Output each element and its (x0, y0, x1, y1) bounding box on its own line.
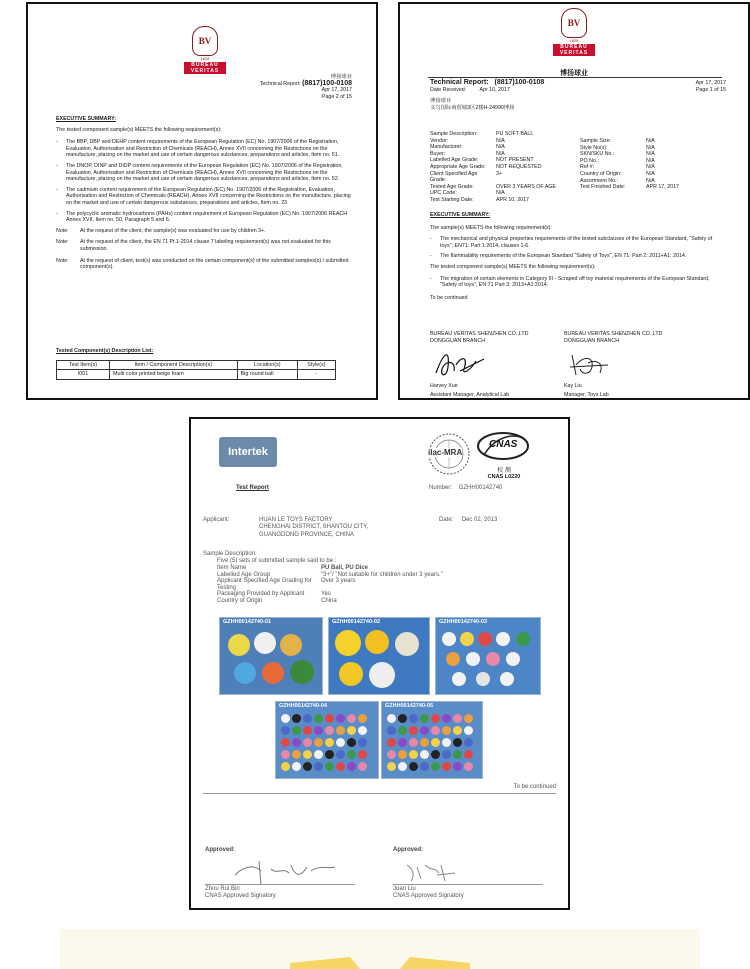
list-item (430, 236, 726, 249)
report-number: GZHH00142740 (458, 485, 503, 491)
bv-year: 1828 (200, 56, 210, 61)
ball-mark (314, 726, 323, 735)
ball-mark (314, 762, 323, 771)
summary-section (430, 212, 726, 301)
ball-mark (453, 714, 462, 723)
ball-mark (387, 714, 396, 723)
ball-mark (336, 726, 345, 735)
ball-mark (409, 762, 418, 771)
field-row (430, 190, 578, 197)
report-page-intertek (189, 417, 570, 910)
ball-mark (420, 762, 429, 771)
field-row (217, 578, 517, 591)
ball-mark (431, 726, 440, 735)
table-header: Test Item(s) (57, 360, 110, 370)
ball-mark (464, 738, 473, 747)
field-value: NOT REQUESTED (496, 163, 542, 170)
report-date: Apr 17, 2017 (695, 80, 726, 86)
bullet-text: The mechanical and physical properties requirements of the tested subclauses of the European Standard, "Safety of toys", EN71: Part 1:2014, clauses 1-6. (440, 236, 713, 249)
photo-label: GZHH00142740-04 (279, 703, 328, 709)
field-key: Sample Description: (430, 131, 478, 137)
ball-mark (431, 738, 440, 747)
note-label: Note: (56, 257, 69, 264)
ball-mark (398, 738, 407, 747)
field-value: N/A (646, 138, 655, 144)
ball-mark (409, 726, 418, 735)
ball-mark (347, 738, 356, 747)
applicant-address (259, 517, 368, 539)
ball-mark (314, 750, 323, 759)
ball-mark (387, 726, 396, 735)
summary-bullets (430, 276, 726, 289)
field-row (430, 144, 578, 151)
field-row (217, 565, 517, 572)
ball-mark (431, 714, 440, 723)
cnas-code: CNAS L0220 (487, 474, 521, 480)
report-label: Technical Report: (430, 79, 489, 86)
component-list (56, 348, 352, 380)
summary-title: EXECUTIVE SUMMARY: (56, 116, 117, 122)
ball-mark (453, 750, 462, 759)
bullet-text: The flammability requirements of the European Standard "Safety of Toys", EN 71: Part 2: 2011+A1: 2014. (440, 253, 687, 260)
ball-mark (314, 738, 323, 747)
field-value: Over 3 years (321, 578, 356, 585)
date-received: Apr 10, 2017 (479, 86, 510, 93)
bv-year: 1828 (569, 38, 579, 43)
ball-mark (420, 738, 429, 747)
ball-mark (409, 714, 418, 723)
field-key: Sample Size: (580, 138, 612, 144)
signer-name: Harvey Xue (430, 383, 458, 390)
ball-mark (292, 714, 301, 723)
intertek-logo (219, 437, 277, 467)
ball-mark (358, 750, 367, 759)
note-text: At the request of the client, the sample(s) was evaluated for use by children 3+. (80, 227, 266, 234)
field-key: Test Starting Date: (430, 196, 474, 203)
field-row (430, 157, 578, 164)
signer-org: BUREAU VERITAS SHENZHEN CO.,LTD (564, 331, 663, 337)
bullet-dash: - (56, 139, 58, 146)
signer-title: CNAS Approved Signatory (393, 893, 464, 900)
ball-mark (336, 750, 345, 759)
ball-mark (420, 726, 429, 735)
ball-mark (281, 714, 290, 723)
field-row (430, 131, 578, 138)
field-row (217, 598, 517, 605)
field-value: China (321, 597, 337, 604)
signer-name: Joan Liu (393, 886, 416, 892)
report-date: Dec 02, 2013 (461, 517, 498, 523)
report-page-bv-2 (26, 2, 378, 400)
date-received-label: Date Received: (430, 86, 467, 93)
list-item (56, 187, 352, 207)
field-key: Client Specified Age Grade: (430, 170, 478, 184)
ball-mark (442, 762, 451, 771)
applicant-line: HUAN LE TOYS FACTORY (259, 517, 333, 523)
ball-mark (409, 738, 418, 747)
table-header: Location(s) (237, 360, 297, 370)
signer-branch: DONGGUAN BRANCH (430, 337, 486, 344)
field-value: N/A (496, 144, 505, 151)
ball-mark (303, 750, 312, 759)
field-key: SKN/SKU No.: (580, 151, 615, 158)
ball-mark (303, 726, 312, 735)
decor-banner-shape (290, 957, 470, 969)
field-row (430, 151, 578, 158)
summary-intro: The sample(s) MEETS the following requirement(s): (430, 224, 552, 231)
approved-label: Approved: (393, 847, 423, 853)
sample-photo-03 (435, 617, 541, 695)
field-key: Labelled Age Group (217, 571, 271, 578)
ball-mark (336, 714, 345, 723)
field-row (430, 197, 578, 204)
table-cell: Multi color printed beige foam (110, 370, 238, 380)
field-value: N/A (646, 144, 655, 151)
field-value: N/A (646, 157, 655, 164)
field-key: Assortment No.: (580, 177, 618, 184)
field-key: Country of Origin: (580, 170, 622, 177)
field-row (430, 164, 578, 171)
ball-mark (347, 750, 356, 759)
ball-mark (314, 714, 323, 723)
report-date: Apr 17, 2017 (321, 87, 352, 94)
ball-mark (292, 750, 301, 759)
ball-mark (431, 762, 440, 771)
ball-mark (292, 762, 301, 771)
component-table (56, 360, 336, 380)
signer-title: Assistant Manager, Analytical Lab (430, 391, 510, 398)
ball-mark (336, 762, 345, 771)
ball-mark (464, 714, 473, 723)
signer-name: Zhou Rui Bin (205, 886, 240, 892)
note-text: At the request of the client, the EN 71 Pt.1-2014 clause 7 labeling requirement(s) was not evaluated for this submission. (80, 239, 331, 252)
list-item (56, 139, 352, 159)
handwritten-signature (401, 859, 461, 885)
photo-label: GZHH00142740-02 (332, 619, 381, 625)
ball-mark (464, 726, 473, 735)
ball-mark (358, 714, 367, 723)
report-number: (8817)100-0108 (302, 79, 352, 87)
bullet-text: The migration of certain elements in Category III - Scraped off toy material requirements of the European Standard, "Safety of toys", EN 71 Part 3: 2013+A1:2014. (440, 275, 710, 289)
field-value: N/A (646, 164, 655, 171)
ball-mark (420, 750, 429, 759)
client-address-line: 义乌国际商贸城3区2楼H-24990博扬 (430, 104, 515, 111)
table-cell: I001 (57, 370, 110, 380)
client-chinese-name: 博扬球业 (330, 74, 352, 80)
bullet-dash: - (430, 275, 432, 282)
report-number: (8817)100-0108 (494, 79, 545, 86)
ball-mark (409, 750, 418, 759)
bullet-dash: - (430, 253, 432, 260)
ball-mark (347, 714, 356, 723)
ball-mark (464, 762, 473, 771)
field-key: Country of Origin (217, 597, 263, 604)
to-be-continued: To be continued (513, 784, 556, 790)
field-key: Appropriate Age Grade: (430, 163, 486, 170)
summary-intro: The tested component sample(s) MEETS the following requirement(s): (430, 263, 596, 270)
handwritten-signature (564, 347, 614, 381)
date-label: Date: (439, 517, 454, 523)
number-label: Number: (429, 485, 453, 491)
ball-mark (303, 714, 312, 723)
field-key: Ref #: (580, 164, 595, 171)
sample-description-label: Sample Description: (203, 551, 257, 557)
field-value: N/A (646, 177, 655, 184)
applicant-line: GUANGDONG PROVINCE, CHINA (259, 531, 355, 538)
sample-photo-02 (328, 617, 430, 695)
to-be-continued: To be continued (430, 294, 468, 301)
table-cell: Big round ball (237, 370, 297, 380)
list-item (430, 276, 726, 289)
field-key: UPC Code: (430, 190, 457, 197)
ball-mark (387, 762, 396, 771)
signature-left (430, 331, 570, 398)
field-value: APR 17, 2017 (646, 184, 679, 191)
field-value: PU SOFT BALL (496, 131, 534, 137)
table-header: Style(s) (297, 360, 335, 370)
signatory-right (393, 884, 543, 901)
ball-mark (358, 726, 367, 735)
bullet-text: The DNOP, DINP and DIDP content requirements of the European Regulation (EC) No. 1907/2006 of the Registration, Evaluation, Authorisation and Restriction of Chemicals (REACH), Annex XVII concerning the Restrictions on the manufacture, placing on the market and use of certain dangerous substances, preparations and articles, Item no. 52. (66, 162, 343, 183)
report-label: Technical Report: (259, 80, 301, 87)
bv-seal-icon: BV (192, 26, 218, 56)
field-row (580, 164, 726, 171)
ball-mark (281, 726, 290, 735)
page-number: Page 2 of 15 (321, 93, 352, 100)
field-row (430, 138, 578, 145)
table-header: Item / Component Description(s) (110, 360, 238, 370)
ball-mark (398, 762, 407, 771)
cnas-logo (476, 431, 532, 480)
summary-bullets (430, 236, 726, 260)
ball-mark (442, 738, 451, 747)
ilac-text: ilac-MRA (428, 448, 463, 457)
ball-mark (281, 762, 290, 771)
client-address-line: 博扬球业 (430, 98, 452, 105)
table-row (57, 370, 336, 380)
ball-mark (453, 726, 462, 735)
field-value: NOT PRESENT (496, 157, 534, 164)
ball-mark (453, 762, 462, 771)
note-item (56, 258, 352, 271)
intertek-logo-text: Intertek (228, 446, 268, 458)
summary-title: EXECUTIVE SUMMARY: (430, 212, 491, 218)
bureau-veritas-logo (184, 26, 226, 74)
ball-mark (303, 762, 312, 771)
summary-section (56, 116, 352, 276)
ball-mark (347, 726, 356, 735)
table-cell: - (297, 370, 335, 380)
sample-photo-01 (219, 617, 323, 695)
bullet-text: The cadmium content requirement of the European Regulation (EC) No. 1907/2006 of the Registration, Evaluation, Authorisation and Restriction of Chemicals (REACH), Annex XVII concerning the Restrictions on the manufacture, placing on the market and use of certain dangerous substances, preparations and articles, Item no. 23 (66, 186, 351, 206)
field-value: N/A (646, 151, 655, 158)
ball-mark (398, 726, 407, 735)
note-item (56, 228, 352, 235)
field-row (217, 572, 517, 579)
report-page-bv-1 (398, 2, 750, 400)
field-key: PO No.: (580, 157, 599, 164)
bv-band: BUREAU VERITAS (184, 62, 226, 74)
field-key: Test Finished Date: (580, 184, 626, 191)
photo-label: GZHH00142740-01 (223, 619, 272, 625)
field-key: Buyer: (430, 150, 446, 157)
bullet-dash: - (56, 210, 58, 217)
field-row (430, 184, 578, 191)
sample-photo-04 (275, 701, 379, 779)
field-key: Item Name (217, 565, 247, 571)
applicant-line: CHENGHAI DISTRICT, SHANTOU CITY, (259, 524, 369, 531)
field-key: Manufacturer: (430, 144, 463, 151)
field-key: Style No(s): (580, 144, 608, 151)
bullet-dash: - (430, 236, 432, 243)
field-value: 3+ (496, 170, 503, 177)
bullet-dash: - (56, 186, 58, 193)
field-row (580, 145, 726, 152)
signer-title: CNAS Approved Signatory (205, 893, 276, 900)
field-key: Applicant Specified Age Grading for Testing (217, 578, 312, 591)
ball-mark (303, 738, 312, 747)
signer-name: Kay Liu (564, 383, 582, 390)
date-row (439, 517, 497, 524)
ball-mark (325, 726, 334, 735)
field-row (430, 171, 578, 184)
photo-label: GZHH00142740-05 (385, 703, 434, 709)
field-value: APR 10, 2017 (496, 196, 529, 203)
ilac-mra-logo (426, 431, 472, 477)
report-number-row (429, 485, 502, 492)
field-value: N/A (496, 190, 505, 197)
field-key: Vendor: (430, 137, 449, 144)
list-title: Tested Component(s) Description List: (56, 348, 154, 354)
field-row (217, 591, 517, 598)
applicant-label: Applicant: (203, 517, 230, 523)
ball-mark (347, 762, 356, 771)
cnas-chinese: 校 测 (497, 468, 511, 474)
field-row (580, 138, 726, 145)
bullet-text: The BBP, DBP and DEHP content requirements of the European Regulation (EC) No. 1907/2006 of the Registration, Evaluation, Authorisation and Restriction of Chemicals (REACH), Annex XVII concerning the Restrictions on the manufacture, placing on the market and use of certain dangerous substances, preparations and articles, Item no. 51. (66, 139, 340, 159)
ball-mark (281, 738, 290, 747)
field-value: OVER 3 YEARS OF AGE (496, 183, 556, 190)
ball-mark (442, 750, 451, 759)
ball-mark (398, 750, 407, 759)
signer-branch: DONGGUAN BRANCH (564, 337, 620, 344)
ball-mark (358, 762, 367, 771)
approved-label: Approved: (205, 847, 235, 853)
ball-mark (442, 726, 451, 735)
handwritten-signature (430, 347, 490, 381)
list-item (56, 163, 352, 183)
summary-bullets (56, 139, 352, 224)
sample-intro: Five (5) sets of submitted sample said to be : (217, 558, 337, 564)
field-row (580, 171, 726, 178)
note-label: Note: (56, 227, 69, 234)
field-key: Packaging Provided by Applicant (217, 591, 305, 598)
field-row (580, 178, 726, 185)
ball-mark (292, 738, 301, 747)
ball-mark (281, 750, 290, 759)
ball-mark (325, 750, 334, 759)
field-row (580, 184, 726, 191)
ball-mark (325, 714, 334, 723)
field-value: "3+"/ "Not suitable for children under 3 years." (321, 571, 443, 578)
report-header (260, 74, 352, 100)
field-key: Labelled Age Grade: (430, 157, 479, 164)
ball-mark (431, 750, 440, 759)
signature-right (564, 331, 724, 398)
field-value: PU Ball, PU Dice (321, 565, 369, 571)
list-item (430, 253, 726, 260)
ball-mark (453, 738, 462, 747)
field-key: Tested Age Grade: (430, 183, 474, 190)
ball-mark (292, 726, 301, 735)
sample-fields (217, 565, 517, 605)
ball-mark (442, 714, 451, 723)
sample-fields-left (430, 131, 578, 204)
bv-band: BUREAU VERITAS (553, 44, 595, 56)
photo-label: GZHH00142740-03 (439, 619, 488, 625)
bv-seal-icon: BV (561, 8, 587, 38)
ball-mark (420, 714, 429, 723)
field-value: Yes (321, 591, 331, 598)
bullet-text: The polycyclic aromatic hydrocarbons (PAHs) content requirement of European Regulation (EC) No. 1907/2006 REACH Annex XVII, Item no. 50, Paragraph 5 and 6. (66, 210, 348, 224)
signer-org: BUREAU VERITAS SHENZHEN CO.,LTD (430, 331, 529, 337)
field-row (580, 158, 726, 165)
field-value: N/A (496, 150, 505, 157)
bullet-dash: - (56, 162, 58, 169)
bureau-veritas-logo (553, 8, 595, 56)
signer-title: Manager, Toys Lab (564, 391, 609, 398)
ball-mark (358, 738, 367, 747)
cnas-text: CNAS (489, 439, 518, 450)
ball-mark (387, 750, 396, 759)
notes (56, 228, 352, 271)
ball-mark (387, 738, 396, 747)
field-row (580, 151, 726, 158)
client-chinese-name: 博扬球业 (560, 70, 588, 77)
page-number: Page 1 of 15 (695, 86, 726, 93)
note-text: At the request of client, test(s) was conducted on the certain component(s) of the submitted samples(s) / submitted component(s). (80, 257, 349, 271)
note-label: Note: (56, 239, 69, 246)
ball-mark (464, 750, 473, 759)
handwritten-signature (231, 857, 341, 887)
ball-mark (325, 762, 334, 771)
note-item (56, 239, 352, 252)
ball-mark (398, 714, 407, 723)
sample-fields-right (580, 138, 726, 191)
ball-mark (325, 738, 334, 747)
field-value: N/A (496, 137, 505, 144)
ball-mark (336, 738, 345, 747)
page-title: Test Report (236, 485, 269, 491)
summary-intro: The tested component sample(s) MEETS the following requirement(s): (56, 126, 222, 133)
sample-photo-05 (381, 701, 483, 779)
list-item (56, 211, 352, 224)
field-value: N/A (646, 170, 655, 177)
signatory-left (205, 884, 355, 901)
report-header (430, 80, 726, 111)
